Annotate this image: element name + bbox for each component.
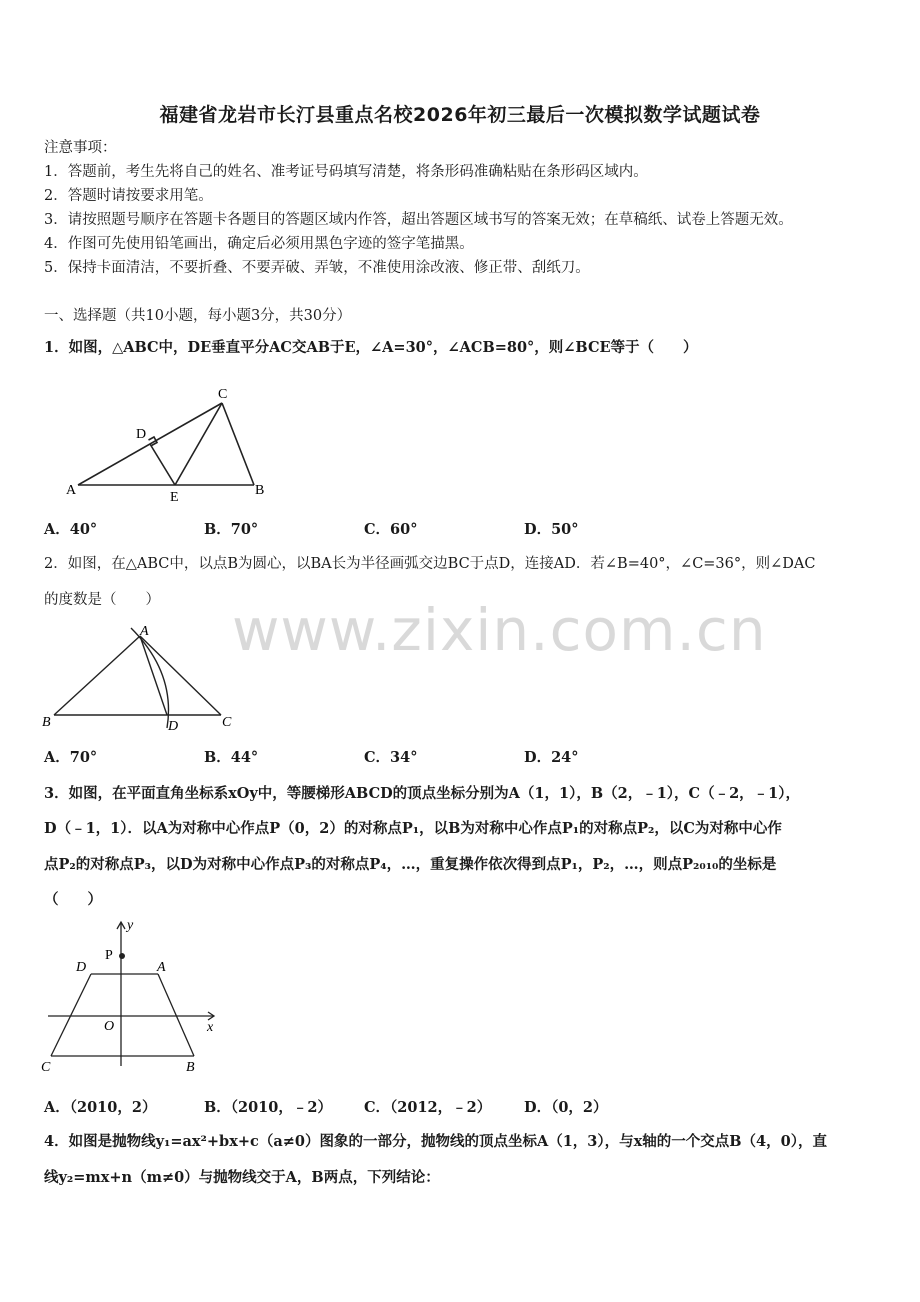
option-d: D．（0，2） [524, 1099, 608, 1116]
question-2-options [44, 746, 884, 766]
point-p [119, 953, 125, 959]
question-1-figure [58, 378, 288, 508]
notice-item: 2．答题时请按要求用笔。 [44, 188, 213, 204]
option-b: B．（2010，﹣2） [204, 1099, 332, 1116]
q1-label-e: E [170, 490, 179, 505]
section-heading: 一、选择题（共10小题，每小题3分，共30分） [44, 308, 352, 324]
notice-item: 4．作图可先使用铅笔画出，确定后必须用黑色字迹的签字笔描黑。 [44, 236, 474, 252]
q3-label-d: D [76, 960, 87, 975]
q3-label-p: P [105, 948, 113, 963]
question-4-text: 线y₂=mx+n（m≠0）与抛物线交于A，B两点，下列结论： [44, 1169, 440, 1186]
q3-label-o: O [104, 1019, 115, 1034]
q2-label-a: A [140, 624, 149, 639]
option-a: A．70° [44, 749, 98, 766]
question-1-text: 1．如图，△ABC中，DE垂直平分AC交AB于E，∠A=30°，∠ACB=80°，则∠BCE等于（ ） [44, 339, 698, 356]
question-3-figure [36, 916, 226, 1078]
q3-label-y: y [127, 918, 134, 933]
notice-item: 3．请按照题号顺序在答题卡各题目的答题区域内作答，超出答题区域书写的答案无效；在草稿纸、试卷上答题无效。 [44, 212, 793, 228]
option-a: A．40° [44, 521, 98, 538]
q1-label-c: C [218, 387, 228, 402]
question-2-figure [36, 618, 246, 738]
question-3-options [44, 1096, 884, 1116]
option-d: D．50° [524, 521, 579, 538]
option-c: C．（2012，﹣2） [364, 1099, 492, 1116]
option-d: D．24° [524, 749, 579, 766]
question-3-text: （ ） [44, 891, 102, 908]
q2-label-d: D [168, 719, 179, 734]
q3-label-a: A [157, 960, 166, 975]
watermark: www.zixin.com.cn [232, 596, 767, 664]
q2-label-b: B [42, 715, 51, 730]
question-3-text: 3．如图，在平面直角坐标系xOy中，等腰梯形ABCD的顶点坐标分别为A（1，1），B（2，﹣1），C（﹣2，﹣1）， [44, 785, 801, 802]
q3-label-x: x [207, 1020, 214, 1035]
question-3-text: D（﹣1，1）．以A为对称中心作点P（0，2）的对称点P₁，以B为对称中心作点P₁的对称点P₂，以C为对称中心作 [44, 820, 782, 837]
notice-item: 5．保持卡面清洁，不要折叠、不要弄破、弄皱，不准使用涂改液、修正带、刮纸刀。 [44, 260, 590, 276]
question-2-text: 的度数是（ ） [44, 592, 160, 608]
option-b: B．44° [204, 749, 259, 766]
question-3-text: 点P₂的对称点P₃，以D为对称中心作点P₃的对称点P₄，…，重复操作依次得到点P₁，P₂，…，则点P₂₀₁₀的坐标是 [44, 856, 777, 873]
notice-heading: 注意事项： [44, 140, 117, 156]
question-2-text: 2．如图，在△ABC中，以点B为圆心，以BA长为半径画弧交边BC于点D，连接AD．若∠B=40°，∠C=36°，则∠DAC [44, 556, 816, 572]
q3-label-c: C [41, 1060, 51, 1075]
q3-label-b: B [186, 1060, 195, 1075]
q2-label-c: C [222, 715, 232, 730]
q1-label-a: A [66, 483, 77, 498]
question-4-text: 4．如图是抛物线y₁=ax²+bx+c（a≠0）图象的一部分，抛物线的顶点坐标A（1，3），与x轴的一个交点B（4，0），直 [44, 1133, 827, 1150]
q1-label-b: B [255, 483, 265, 498]
option-c: C．60° [364, 521, 418, 538]
notice-item: 1．答题前，考生先将自己的姓名、准考证号码填写清楚，将条形码准确粘贴在条形码区域内。 [44, 164, 648, 180]
option-a: A．（2010，2） [44, 1099, 157, 1116]
option-c: C．34° [364, 749, 418, 766]
option-b: B．70° [204, 521, 259, 538]
q1-label-d: D [136, 427, 147, 442]
page-title: 福建省龙岩市长汀县重点名校2026年初三最后一次模拟数学试题试卷 [159, 104, 761, 126]
question-1-options [44, 518, 884, 538]
